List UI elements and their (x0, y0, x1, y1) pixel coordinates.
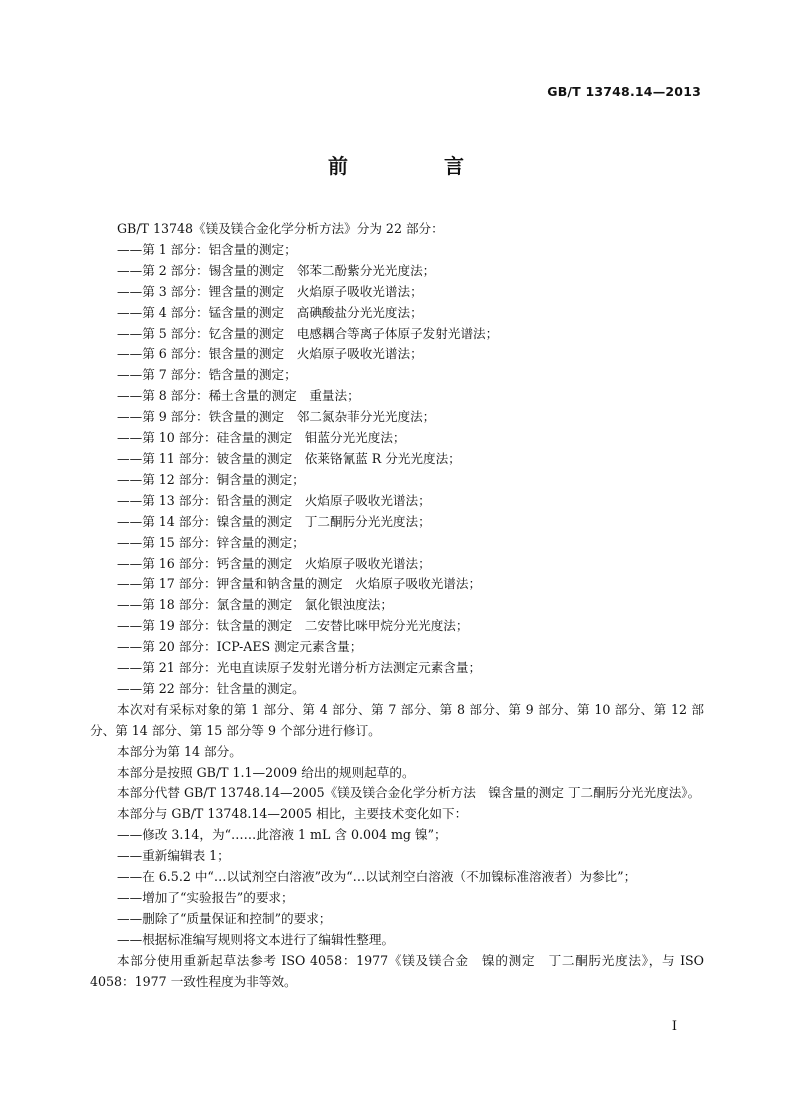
list-item: ——第 20 部分：ICP-AES 测定元素含量； (117, 639, 363, 655)
list-item: ——第 17 部分：钾含量和钠含量的测定 火焰原子吸收光谱法； (117, 576, 482, 592)
intro-paragraph: GB/T 13748《镁及镁合金化学分析方法》分为 22 部分： (117, 221, 444, 236)
list-item: ——第 2 部分：锡含量的测定 邻苯二酚紫分光光度法； (117, 262, 436, 278)
list-item: ——第 16 部分：钙含量的测定 火焰原子吸收光谱法； (117, 555, 431, 571)
list-item: ——第 18 部分：氯含量的测定 氯化银浊度法； (117, 597, 393, 613)
list-item: ——第 10 部分：硅含量的测定 钼蓝分光光度法； (117, 430, 406, 446)
changes-intro-paragraph: 本部分与 GB/T 13748.14—2005 相比，主要技术变化如下： (117, 806, 468, 822)
list-item: ——重新编辑表 1； (117, 848, 230, 864)
list-item: ——第 21 部分：光电直读原子发射光谱分析方法测定元素含量； (117, 660, 482, 676)
list-item: ——第 14 部分：镍含量的测定 丁二酮肟分光光度法； (117, 513, 431, 529)
list-item: ——第 8 部分：稀土含量的测定 重量法； (117, 388, 360, 404)
revision-paragraph: 本次对有采标对象的第 1 部分、第 4 部分、第 7 部分、第 8 部分、第 9 部分、第 10 部分、第 12 部分、第 14 部分、第 15 部分等 9 个部分进行修订。 (90, 701, 704, 738)
list-item: ——根据标准编写规则将文本进行了编辑性整理。 (117, 931, 395, 947)
page-number: I (671, 1019, 677, 1034)
list-item: ——第 12 部分：铜含量的测定； (117, 471, 305, 487)
list-item: ——第 3 部分：锂含量的测定 火焰原子吸收光谱法； (117, 283, 423, 299)
list-item: ——第 5 部分：钇含量的测定 电感耦合等离子体原子发射光谱法； (117, 325, 499, 341)
list-item: ——第 4 部分：锰含量的测定 高碘酸盐分光光度法； (117, 304, 423, 320)
list-item: ——增加了“实验报告”的要求； (117, 890, 294, 905)
changes-list (90, 825, 704, 950)
list-item: ——第 22 部分：钍含量的测定。 (117, 680, 305, 696)
list-item: ——第 11 部分：铍含量的测定 依莱铬氰蓝 R 分光光度法； (117, 450, 461, 466)
list-item: ——第 19 部分：钛含量的测定 二安替比咪甲烷分光光度法； (117, 618, 469, 634)
page-title: 前 言 (328, 154, 502, 178)
list-item: ——第 6 部分：银含量的测定 火焰原子吸收光谱法； (117, 346, 423, 362)
drafting-rule-paragraph: 本部分是按照 GB/T 1.1—2009 给出的规则起草的。 (117, 764, 415, 780)
replaces-paragraph: 本部分代替 GB/T 13748.14—2005《镁及镁合金化学分析方法 镍含量的测定 丁二酮肟分光光度法》。 (117, 785, 701, 801)
this-part-paragraph: 本部分为第 14 部分。 (117, 743, 242, 759)
iso-reference-paragraph: 本部分使用重新起草法参考 ISO 4058：1977《镁及镁合金 镍的测定 丁二酮肟光度法》，与 ISO 4058：1977 一致性程度为非等效。 (90, 952, 704, 989)
standard-code: GB/T 13748.14—2013 (547, 84, 701, 99)
list-item: ——在 6.5.2 中“…以试剂空白溶液”改为“…以试剂空白溶液（不加镍标准溶液者）为参比”； (117, 869, 637, 885)
list-item: ——第 9 部分：铁含量的测定 邻二氮杂菲分光光度法； (117, 409, 436, 425)
list-item: ——第 7 部分：锆含量的测定； (117, 367, 297, 383)
list-item: ——修改 3.14，为“……此溶液 1 mL 含 0.004 mg 镍”； (117, 827, 447, 843)
list-item: ——第 1 部分：铝含量的测定； (117, 241, 297, 257)
list-item: ——删除了“质量保证和控制”的要求； (117, 910, 332, 926)
list-item: ——第 15 部分：锌含量的测定； (117, 534, 305, 550)
list-item: ——第 13 部分：铅含量的测定 火焰原子吸收光谱法； (117, 492, 431, 508)
foreword-body (90, 219, 704, 993)
parts-list (90, 240, 704, 700)
